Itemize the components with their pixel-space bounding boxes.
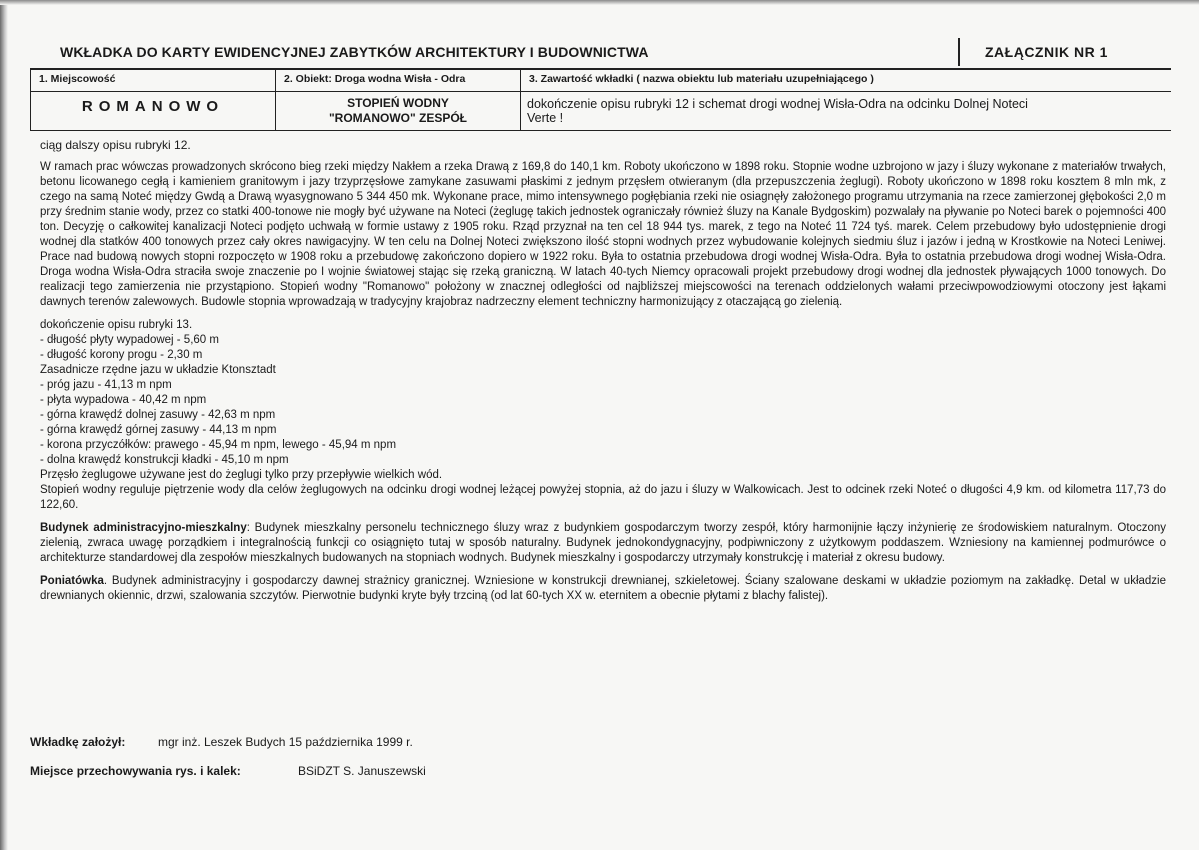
section13-paragraph: Stopień wodny reguluje piętrzenie wody dla celów żeglugowych na odcinku drogi wodnej leżącej powyżej stopnia, aż do jazu i śluzy w Walkowicach. Jest to odcinek rzeki Noteć o długości 4,9 km. od kilometra 117,73 do 122,60.	[40, 484, 1166, 511]
author-value: mgr inż. Leszek Budych 15 października 1999 r.	[158, 735, 413, 749]
form-title: WKŁADKA DO KARTY EWIDENCYJNEJ ZABYTKÓW ARCHITEKTURY I BUDOWNICTWA	[60, 44, 649, 60]
poniatowka-text: . Budynek administracyjny i gospodarczy dawnej strażnicy granicznej. Wzniesione w konstrukcji drewnianej, szkieletowej. Ściany szalowane deskami w układzie poziomym na zakładkę. Detal w układzie drewnianych okiennic, drzwi, szalowania szczytów. Pierwotnie budynki kryte były trzciną (od lat 60-tych XX w. eternitem a obecnie płytami z blachy falistej).	[40, 575, 1166, 602]
object-value-line2: "ROMANOWO" ZESPÓŁ	[328, 111, 468, 125]
document-body	[40, 138, 1166, 604]
list-item: - korona przyczółków: prawego - 45,94 m npm, lewego - 45,94 m npm	[40, 439, 397, 451]
list-item: - długość korony progu - 2,30 m	[40, 349, 203, 361]
object-label: 2. Obiekt: Droga wodna Wisła - Odra	[284, 73, 466, 85]
object-value-line1: STOPIEŃ WODNY	[347, 96, 449, 110]
section13-title: dokończenie opisu rubryki 13.	[40, 319, 193, 331]
locality-label: 1. Miejscowość	[39, 73, 116, 85]
scan-edge-top	[0, 0, 1199, 5]
scan-edge-left	[0, 0, 8, 850]
content-value-line2: Verte !	[527, 111, 564, 125]
list-item: Zasadnicze rzędne jazu w układzie Ktonsztadt	[40, 364, 276, 376]
section13-list	[40, 333, 1166, 483]
list-item: - płyta wypadowa - 40,42 m npm	[40, 394, 207, 406]
list-item: - długość płyty wypadowej - 5,60 m	[40, 334, 219, 346]
storage-value: BSiDZT S. Januszewski	[298, 764, 426, 778]
storage-label: Miejsce przechowywania rys. i kalek:	[30, 764, 241, 778]
list-item: Przęsło żeglugowe używane jest do żeglugi tylko przy przepływie wielkich wód.	[40, 469, 443, 481]
annex-number: ZAŁĄCZNIK NR 1	[985, 44, 1108, 60]
cell-divider	[31, 91, 275, 92]
list-item: - dolna krawędź konstrukcji kładki - 45,10 m npm	[40, 454, 289, 466]
poniatowka-title: Poniatówka	[40, 575, 104, 587]
content-value	[527, 97, 1157, 125]
content-value-line1: dokończenie opisu rubryki 12 i schemat drogi wodnej Wisła-Odra na odcinku Dolnej Noteci	[527, 97, 1028, 111]
poniatowka-paragraph	[40, 574, 1166, 604]
list-item: - próg jazu - 41,13 m npm	[40, 379, 172, 391]
object-cell	[276, 70, 521, 130]
admin-building-title: Budynek administracyjno-mieszkalny	[40, 522, 247, 534]
list-item: - górna krawędź górnej zasuwy - 44,13 m npm	[40, 424, 277, 436]
admin-building-text: : Budynek mieszkalny personelu technicznego śluzy wraz z budynkiem gospodarczym tworzy zespół, który harmonijnie łączy inżynierię ze środowiskiem naturalnym. Otoczony zielenią, zwraca uwagę porządkiem i integralnością funkcji co osiągnięto tutaj w sposób naturalny. Budynek jednokondygnacyjny, podpiwniczony z użytkowym poddaszem. Wzniesiony na kamiennej podmurówce o architekturze standardowej dla zespołów mieszkalnych budowanych na stopniach wodnych. Budynek mieszkalny i gospodarczy utrzymały konstrukcję i materiał z okresu budowy.	[40, 522, 1166, 564]
content-label: 3. Zawartość wkładki ( nazwa obiektu lub materiału uzupełniającego )	[529, 73, 874, 85]
cell-divider	[521, 91, 1171, 92]
content-cell	[521, 70, 1171, 130]
cell-divider	[276, 91, 520, 92]
object-value	[276, 96, 520, 126]
history-paragraph: W ramach prac wówczas prowadzonych skrócono bieg rzeki między Nakłem a rzeka Drawą z 169,8 do 140,1 km. Roboty ukończono w 1898 roku. Stopnie wodne uzbrojono w jazy i śluzy wykonane z materiałów trwałych, betonu licowanego cegłą i kamieniem granitowym i jazy trzyprzęsłowe zamykane zasuwami płaskimi z jednym przęsłem otwieranym (dla przepuszczenia żeglugi). Roboty ukończono w 1898 roku kosztem 8 mln mk, z czego na samą Noteć między Gwdą a Drawą wyasygnowano 5 344 450 mk. Wykonane prace, mimo intensywnego pogłębiania rzeki nie osiagnęły założonego programu utrzymania na rzece zamierzonej głębokości 2,0 m przy średnim stanie wody, przez co statki 400-tonowe nie mogły być używane na Noteci (żeglugę takich jednostek ograniczały również śluzy na Kanale Bydgoskim) pozwalały na pływanie po Noteci barek o pojemności 400 ton. Decyzję o całkowitej kanalizacji Noteci podjęto uchwałą w formie ustawy z 1905 roku. Rząd przyznał na ten cel 18 944 tys. marek, z tego na Noteć 11 724 tyś. marek. Celem przebudowy było udostępnienie drogi wodnej dla statków 400 tonowych przez cały okres nawigacyjny. W ten celu na Dolnej Noteci zwiększono ilość stopni wodnych przez wybudowanie kolejnych siedmiu śluz i jazów i jedną w Krostkowie na Noteci Leniwej. Prace nad budową nowych stopni rozpoczęto w 1908 roku a przebudowę zakończono dopiero w 1922 roku. Była to ostatnia przebudowa drogi wodnej Wisła-Odra. Była to ostatnia przebudowa drogi wodnej Wisła-Odra. Droga wodna Wisła-Odra straciła swoje znaczenie po I wojnie światowej stając się rzeką graniczną. W latach 40-tych Niemcy opracowali projekt przebudowy drogi wodnej dla jednostek pływających 1000 tonowych. Do realizacji tego zamierzenia nie przystąpiono. Stopień wodny "Romanowo" położony w znacznej odległości od najbliższej miejscowości na terenach oddzielonych wałami przeciwpowodziowymi otoczony jest łąkami dawnych terenów zalewowych. Budowle stopnia wprowadzają w tradycyjny krajobraz nadrzeczny element techniczny harmonizujący z otaczającą go zielenią.	[40, 161, 1166, 308]
locality-cell	[31, 70, 276, 130]
continuation-heading: ciąg dalszy opisu rubryki 12.	[40, 138, 191, 152]
list-item: - górna krawędź dolnej zasuwy - 42,63 m npm	[40, 409, 276, 421]
form-header	[30, 36, 1170, 68]
author-label: Wkładkę założył:	[30, 735, 126, 749]
admin-building-paragraph	[40, 521, 1166, 566]
header-divider	[958, 38, 960, 66]
form-fields-table	[30, 68, 1171, 131]
locality-value: ROMANOWO	[81, 98, 225, 115]
